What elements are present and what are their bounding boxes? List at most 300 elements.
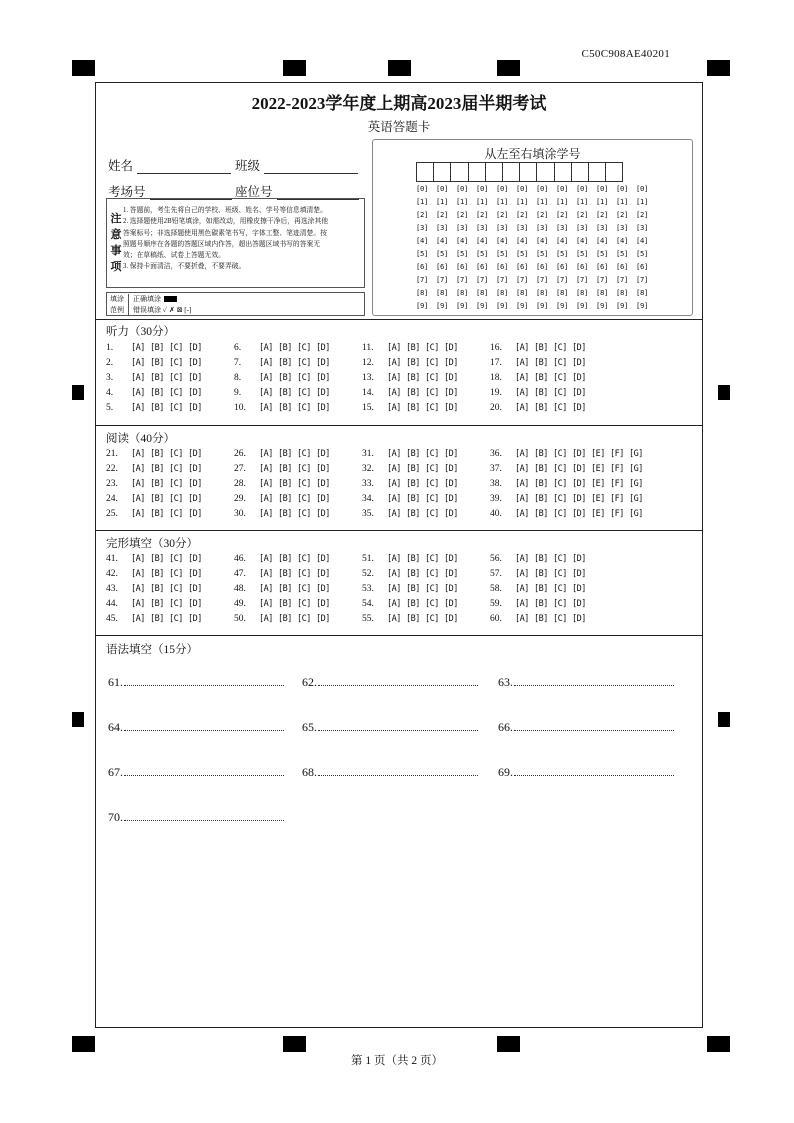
option-bubble[interactable]: [D]: [188, 403, 202, 413]
student-id-cell[interactable]: [468, 162, 486, 182]
option-bubble[interactable]: [D]: [572, 403, 586, 413]
student-id-cell[interactable]: [433, 162, 451, 182]
option-bubble[interactable]: [A]: [131, 614, 145, 624]
option-bubble[interactable]: [C]: [169, 403, 183, 413]
option-bubble[interactable]: [A]: [259, 614, 273, 624]
option-bubble[interactable]: [A]: [515, 554, 529, 564]
option-bubble[interactable]: [F]: [610, 494, 624, 504]
option-bubble[interactable]: [C]: [425, 449, 439, 459]
option-bubble[interactable]: [A]: [387, 554, 401, 564]
option-bubble[interactable]: [E]: [591, 464, 605, 474]
option-bubble[interactable]: [C]: [169, 554, 183, 564]
option-bubble[interactable]: [C]: [553, 509, 567, 519]
option-bubble[interactable]: [C]: [169, 449, 183, 459]
option-bubble[interactable]: [C]: [169, 358, 183, 368]
grammar-blank[interactable]: [302, 675, 478, 690]
digit-bubble[interactable]: [6]: [616, 262, 629, 271]
option-bubble[interactable]: [C]: [169, 599, 183, 609]
option-bubble[interactable]: [B]: [406, 554, 420, 564]
option-bubble[interactable]: [B]: [534, 494, 548, 504]
option-bubble[interactable]: [D]: [316, 569, 330, 579]
option-bubble[interactable]: [D]: [572, 569, 586, 579]
option-bubble[interactable]: [A]: [259, 449, 273, 459]
option-bubble[interactable]: [D]: [188, 449, 202, 459]
option-bubble[interactable]: [D]: [444, 343, 458, 353]
option-bubble[interactable]: [B]: [534, 569, 548, 579]
option-bubble[interactable]: [D]: [316, 584, 330, 594]
digit-bubble[interactable]: [8]: [416, 288, 429, 297]
digit-bubble[interactable]: [0]: [576, 184, 589, 193]
option-bubble[interactable]: [B]: [406, 599, 420, 609]
option-bubble[interactable]: [A]: [131, 343, 145, 353]
option-bubble[interactable]: [B]: [150, 584, 164, 594]
option-bubble[interactable]: [A]: [387, 614, 401, 624]
option-bubble[interactable]: [C]: [425, 509, 439, 519]
option-bubble[interactable]: [D]: [572, 479, 586, 489]
option-bubble[interactable]: [B]: [150, 464, 164, 474]
digit-bubble[interactable]: [0]: [416, 184, 429, 193]
option-bubble[interactable]: [D]: [444, 358, 458, 368]
option-bubble[interactable]: [C]: [169, 584, 183, 594]
option-bubble[interactable]: [C]: [425, 554, 439, 564]
digit-bubble[interactable]: [7]: [596, 275, 609, 284]
option-bubble[interactable]: [A]: [515, 614, 529, 624]
digit-bubble[interactable]: [6]: [436, 262, 449, 271]
digit-bubble[interactable]: [5]: [456, 249, 469, 258]
option-bubble[interactable]: [G]: [629, 494, 643, 504]
option-bubble[interactable]: [D]: [316, 599, 330, 609]
option-bubble[interactable]: [C]: [297, 449, 311, 459]
digit-bubble[interactable]: [3]: [456, 223, 469, 232]
option-bubble[interactable]: [B]: [534, 388, 548, 398]
digit-bubble[interactable]: [8]: [636, 288, 649, 297]
option-bubble[interactable]: [A]: [131, 494, 145, 504]
option-bubble[interactable]: [B]: [150, 614, 164, 624]
option-bubble[interactable]: [D]: [188, 479, 202, 489]
digit-bubble[interactable]: [5]: [476, 249, 489, 258]
option-bubble[interactable]: [C]: [425, 388, 439, 398]
option-bubble[interactable]: [D]: [188, 373, 202, 383]
option-bubble[interactable]: [B]: [278, 614, 292, 624]
option-bubble[interactable]: [B]: [278, 388, 292, 398]
option-bubble[interactable]: [C]: [297, 373, 311, 383]
digit-bubble[interactable]: [5]: [536, 249, 549, 258]
option-bubble[interactable]: [B]: [406, 614, 420, 624]
digit-bubble[interactable]: [5]: [556, 249, 569, 258]
option-bubble[interactable]: [A]: [131, 464, 145, 474]
option-bubble[interactable]: [C]: [553, 388, 567, 398]
option-bubble[interactable]: [D]: [444, 494, 458, 504]
option-bubble[interactable]: [A]: [515, 388, 529, 398]
option-bubble[interactable]: [D]: [572, 449, 586, 459]
student-id-cell[interactable]: [485, 162, 503, 182]
option-bubble[interactable]: [A]: [259, 358, 273, 368]
option-bubble[interactable]: [C]: [425, 569, 439, 579]
option-bubble[interactable]: [A]: [131, 509, 145, 519]
option-bubble[interactable]: [F]: [610, 509, 624, 519]
digit-bubble[interactable]: [6]: [636, 262, 649, 271]
grammar-blank[interactable]: [498, 765, 674, 780]
option-bubble[interactable]: [B]: [278, 403, 292, 413]
digit-bubble[interactable]: [1]: [556, 197, 569, 206]
option-bubble[interactable]: [B]: [150, 388, 164, 398]
option-bubble[interactable]: [C]: [553, 358, 567, 368]
digit-bubble[interactable]: [6]: [456, 262, 469, 271]
option-bubble[interactable]: [B]: [278, 509, 292, 519]
digit-bubble[interactable]: [9]: [456, 301, 469, 310]
option-bubble[interactable]: [C]: [553, 403, 567, 413]
digit-bubble[interactable]: [7]: [436, 275, 449, 284]
option-bubble[interactable]: [D]: [444, 599, 458, 609]
option-bubble[interactable]: [B]: [406, 464, 420, 474]
option-bubble[interactable]: [D]: [444, 614, 458, 624]
option-bubble[interactable]: [C]: [169, 509, 183, 519]
option-bubble[interactable]: [D]: [316, 554, 330, 564]
digit-bubble[interactable]: [6]: [536, 262, 549, 271]
digit-bubble[interactable]: [8]: [496, 288, 509, 297]
option-bubble[interactable]: [A]: [131, 599, 145, 609]
option-bubble[interactable]: [A]: [387, 403, 401, 413]
digit-bubble[interactable]: [5]: [496, 249, 509, 258]
option-bubble[interactable]: [C]: [297, 343, 311, 353]
digit-bubble[interactable]: [8]: [516, 288, 529, 297]
option-bubble[interactable]: [C]: [553, 449, 567, 459]
option-bubble[interactable]: [A]: [387, 343, 401, 353]
option-bubble[interactable]: [A]: [131, 449, 145, 459]
option-bubble[interactable]: [B]: [150, 373, 164, 383]
option-bubble[interactable]: [D]: [316, 388, 330, 398]
option-bubble[interactable]: [A]: [259, 388, 273, 398]
option-bubble[interactable]: [B]: [406, 343, 420, 353]
option-bubble[interactable]: [D]: [316, 479, 330, 489]
digit-bubble[interactable]: [1]: [616, 197, 629, 206]
option-bubble[interactable]: [B]: [406, 388, 420, 398]
digit-bubble[interactable]: [1]: [476, 197, 489, 206]
option-bubble[interactable]: [B]: [534, 343, 548, 353]
grammar-blank[interactable]: [498, 675, 674, 690]
option-bubble[interactable]: [C]: [297, 509, 311, 519]
option-bubble[interactable]: [C]: [425, 343, 439, 353]
option-bubble[interactable]: [B]: [278, 479, 292, 489]
option-bubble[interactable]: [D]: [444, 584, 458, 594]
digit-bubble[interactable]: [2]: [536, 210, 549, 219]
option-bubble[interactable]: [B]: [150, 509, 164, 519]
digit-bubble[interactable]: [4]: [516, 236, 529, 245]
digit-bubble[interactable]: [3]: [436, 223, 449, 232]
digit-bubble[interactable]: [9]: [596, 301, 609, 310]
digit-bubble[interactable]: [2]: [416, 210, 429, 219]
option-bubble[interactable]: [A]: [387, 479, 401, 489]
digit-bubble[interactable]: [1]: [636, 197, 649, 206]
option-bubble[interactable]: [B]: [534, 358, 548, 368]
option-bubble[interactable]: [B]: [278, 343, 292, 353]
option-bubble[interactable]: [A]: [387, 494, 401, 504]
digit-bubble[interactable]: [8]: [616, 288, 629, 297]
option-bubble[interactable]: [F]: [610, 449, 624, 459]
option-bubble[interactable]: [A]: [131, 479, 145, 489]
digit-bubble[interactable]: [3]: [416, 223, 429, 232]
digit-bubble[interactable]: [0]: [636, 184, 649, 193]
digit-bubble[interactable]: [1]: [536, 197, 549, 206]
option-bubble[interactable]: [D]: [444, 509, 458, 519]
digit-bubble[interactable]: [2]: [616, 210, 629, 219]
option-bubble[interactable]: [A]: [259, 584, 273, 594]
option-bubble[interactable]: [D]: [444, 403, 458, 413]
option-bubble[interactable]: [B]: [406, 358, 420, 368]
digit-bubble[interactable]: [1]: [576, 197, 589, 206]
option-bubble[interactable]: [E]: [591, 479, 605, 489]
option-bubble[interactable]: [B]: [150, 343, 164, 353]
option-bubble[interactable]: [C]: [297, 494, 311, 504]
option-bubble[interactable]: [A]: [259, 494, 273, 504]
student-id-cell[interactable]: [536, 162, 554, 182]
digit-bubble[interactable]: [3]: [536, 223, 549, 232]
option-bubble[interactable]: [A]: [387, 449, 401, 459]
student-id-cell[interactable]: [502, 162, 520, 182]
digit-bubble[interactable]: [4]: [576, 236, 589, 245]
digit-bubble[interactable]: [4]: [436, 236, 449, 245]
option-bubble[interactable]: [A]: [131, 403, 145, 413]
option-bubble[interactable]: [C]: [169, 479, 183, 489]
option-bubble[interactable]: [A]: [387, 373, 401, 383]
option-bubble[interactable]: [D]: [572, 388, 586, 398]
grammar-blank[interactable]: [108, 765, 284, 780]
option-bubble[interactable]: [B]: [406, 494, 420, 504]
option-bubble[interactable]: [B]: [150, 479, 164, 489]
digit-bubble[interactable]: [0]: [496, 184, 509, 193]
option-bubble[interactable]: [D]: [572, 509, 586, 519]
option-bubble[interactable]: [A]: [387, 584, 401, 594]
student-id-cell[interactable]: [571, 162, 589, 182]
option-bubble[interactable]: [E]: [591, 449, 605, 459]
option-bubble[interactable]: [A]: [515, 403, 529, 413]
student-id-cell[interactable]: [450, 162, 468, 182]
option-bubble[interactable]: [F]: [610, 479, 624, 489]
option-bubble[interactable]: [A]: [387, 509, 401, 519]
option-bubble[interactable]: [D]: [188, 464, 202, 474]
option-bubble[interactable]: [A]: [259, 343, 273, 353]
digit-bubble[interactable]: [2]: [516, 210, 529, 219]
digit-bubble[interactable]: [1]: [436, 197, 449, 206]
option-bubble[interactable]: [C]: [297, 479, 311, 489]
option-bubble[interactable]: [B]: [406, 403, 420, 413]
option-bubble[interactable]: [B]: [534, 373, 548, 383]
digit-bubble[interactable]: [7]: [496, 275, 509, 284]
option-bubble[interactable]: [B]: [534, 614, 548, 624]
digit-bubble[interactable]: [6]: [416, 262, 429, 271]
digit-bubble[interactable]: [6]: [596, 262, 609, 271]
option-bubble[interactable]: [D]: [188, 554, 202, 564]
option-bubble[interactable]: [D]: [188, 494, 202, 504]
option-bubble[interactable]: [B]: [278, 584, 292, 594]
digit-bubble[interactable]: [5]: [576, 249, 589, 258]
option-bubble[interactable]: [B]: [278, 449, 292, 459]
option-bubble[interactable]: [B]: [534, 479, 548, 489]
digit-bubble[interactable]: [8]: [436, 288, 449, 297]
digit-bubble[interactable]: [1]: [516, 197, 529, 206]
option-bubble[interactable]: [B]: [406, 584, 420, 594]
option-bubble[interactable]: [C]: [297, 614, 311, 624]
option-bubble[interactable]: [A]: [515, 343, 529, 353]
student-id-cell[interactable]: [605, 162, 623, 182]
option-bubble[interactable]: [B]: [406, 373, 420, 383]
option-bubble[interactable]: [D]: [316, 614, 330, 624]
digit-bubble[interactable]: [9]: [436, 301, 449, 310]
digit-bubble[interactable]: [4]: [536, 236, 549, 245]
option-bubble[interactable]: [A]: [515, 584, 529, 594]
option-bubble[interactable]: [A]: [259, 554, 273, 564]
digit-bubble[interactable]: [7]: [476, 275, 489, 284]
option-bubble[interactable]: [A]: [131, 554, 145, 564]
class-field[interactable]: [235, 156, 358, 174]
grammar-blank[interactable]: [302, 720, 478, 735]
option-bubble[interactable]: [B]: [406, 509, 420, 519]
option-bubble[interactable]: [A]: [131, 358, 145, 368]
option-bubble[interactable]: [A]: [515, 373, 529, 383]
option-bubble[interactable]: [B]: [534, 584, 548, 594]
digit-bubble[interactable]: [7]: [416, 275, 429, 284]
option-bubble[interactable]: [D]: [444, 554, 458, 564]
option-bubble[interactable]: [D]: [188, 343, 202, 353]
option-bubble[interactable]: [D]: [316, 449, 330, 459]
digit-bubble[interactable]: [8]: [576, 288, 589, 297]
option-bubble[interactable]: [A]: [515, 599, 529, 609]
digit-bubble[interactable]: [2]: [596, 210, 609, 219]
option-bubble[interactable]: [D]: [444, 479, 458, 489]
option-bubble[interactable]: [C]: [425, 599, 439, 609]
option-bubble[interactable]: [C]: [425, 614, 439, 624]
option-bubble[interactable]: [D]: [572, 373, 586, 383]
option-bubble[interactable]: [C]: [169, 373, 183, 383]
digit-bubble[interactable]: [1]: [496, 197, 509, 206]
digit-bubble[interactable]: [8]: [596, 288, 609, 297]
option-bubble[interactable]: [C]: [297, 599, 311, 609]
option-bubble[interactable]: [B]: [534, 403, 548, 413]
option-bubble[interactable]: [E]: [591, 494, 605, 504]
student-id-cell[interactable]: [588, 162, 606, 182]
digit-bubble[interactable]: [4]: [556, 236, 569, 245]
digit-bubble[interactable]: [4]: [476, 236, 489, 245]
digit-bubble[interactable]: [2]: [476, 210, 489, 219]
option-bubble[interactable]: [C]: [553, 343, 567, 353]
option-bubble[interactable]: [D]: [444, 569, 458, 579]
digit-bubble[interactable]: [1]: [416, 197, 429, 206]
grammar-blank[interactable]: [108, 675, 284, 690]
option-bubble[interactable]: [F]: [610, 464, 624, 474]
option-bubble[interactable]: [A]: [515, 509, 529, 519]
digit-bubble[interactable]: [0]: [616, 184, 629, 193]
option-bubble[interactable]: [D]: [572, 343, 586, 353]
digit-bubble[interactable]: [5]: [616, 249, 629, 258]
digit-bubble[interactable]: [7]: [616, 275, 629, 284]
option-bubble[interactable]: [D]: [444, 388, 458, 398]
option-bubble[interactable]: [D]: [188, 599, 202, 609]
grammar-blank[interactable]: [108, 810, 284, 825]
option-bubble[interactable]: [D]: [316, 403, 330, 413]
digit-bubble[interactable]: [3]: [516, 223, 529, 232]
option-bubble[interactable]: [A]: [387, 464, 401, 474]
digit-bubble[interactable]: [5]: [436, 249, 449, 258]
option-bubble[interactable]: [A]: [387, 388, 401, 398]
option-bubble[interactable]: [C]: [169, 388, 183, 398]
digit-bubble[interactable]: [9]: [476, 301, 489, 310]
option-bubble[interactable]: [A]: [387, 569, 401, 579]
option-bubble[interactable]: [C]: [553, 373, 567, 383]
option-bubble[interactable]: [D]: [444, 373, 458, 383]
option-bubble[interactable]: [C]: [425, 403, 439, 413]
option-bubble[interactable]: [B]: [278, 358, 292, 368]
grammar-blank[interactable]: [108, 720, 284, 735]
option-bubble[interactable]: [A]: [259, 569, 273, 579]
option-bubble[interactable]: [B]: [406, 479, 420, 489]
digit-bubble[interactable]: [9]: [536, 301, 549, 310]
digit-bubble[interactable]: [2]: [436, 210, 449, 219]
digit-bubble[interactable]: [3]: [596, 223, 609, 232]
digit-bubble[interactable]: [9]: [636, 301, 649, 310]
digit-bubble[interactable]: [9]: [516, 301, 529, 310]
digit-bubble[interactable]: [7]: [516, 275, 529, 284]
option-bubble[interactable]: [C]: [553, 599, 567, 609]
option-bubble[interactable]: [D]: [572, 584, 586, 594]
option-bubble[interactable]: [G]: [629, 509, 643, 519]
option-bubble[interactable]: [B]: [534, 599, 548, 609]
option-bubble[interactable]: [B]: [278, 554, 292, 564]
option-bubble[interactable]: [D]: [572, 599, 586, 609]
option-bubble[interactable]: [D]: [572, 614, 586, 624]
option-bubble[interactable]: [B]: [534, 509, 548, 519]
option-bubble[interactable]: [C]: [169, 614, 183, 624]
option-bubble[interactable]: [D]: [188, 388, 202, 398]
option-bubble[interactable]: [A]: [515, 494, 529, 504]
option-bubble[interactable]: [B]: [150, 403, 164, 413]
option-bubble[interactable]: [D]: [316, 358, 330, 368]
digit-bubble[interactable]: [3]: [556, 223, 569, 232]
digit-bubble[interactable]: [2]: [636, 210, 649, 219]
digit-bubble[interactable]: [7]: [536, 275, 549, 284]
option-bubble[interactable]: [A]: [259, 509, 273, 519]
digit-bubble[interactable]: [4]: [416, 236, 429, 245]
option-bubble[interactable]: [C]: [169, 343, 183, 353]
digit-bubble[interactable]: [4]: [596, 236, 609, 245]
option-bubble[interactable]: [C]: [553, 494, 567, 504]
option-bubble[interactable]: [A]: [515, 464, 529, 474]
option-bubble[interactable]: [A]: [515, 358, 529, 368]
digit-bubble[interactable]: [5]: [636, 249, 649, 258]
option-bubble[interactable]: [A]: [515, 479, 529, 489]
option-bubble[interactable]: [C]: [553, 554, 567, 564]
digit-bubble[interactable]: [4]: [616, 236, 629, 245]
option-bubble[interactable]: [C]: [297, 554, 311, 564]
option-bubble[interactable]: [C]: [425, 584, 439, 594]
option-bubble[interactable]: [C]: [297, 388, 311, 398]
digit-bubble[interactable]: [4]: [456, 236, 469, 245]
digit-bubble[interactable]: [2]: [496, 210, 509, 219]
digit-bubble[interactable]: [3]: [576, 223, 589, 232]
option-bubble[interactable]: [D]: [444, 464, 458, 474]
option-bubble[interactable]: [C]: [169, 464, 183, 474]
digit-bubble[interactable]: [9]: [616, 301, 629, 310]
option-bubble[interactable]: [D]: [572, 494, 586, 504]
option-bubble[interactable]: [C]: [553, 464, 567, 474]
digit-bubble[interactable]: [7]: [456, 275, 469, 284]
digit-bubble[interactable]: [2]: [456, 210, 469, 219]
digit-bubble[interactable]: [2]: [556, 210, 569, 219]
option-bubble[interactable]: [B]: [278, 464, 292, 474]
option-bubble[interactable]: [B]: [150, 494, 164, 504]
option-bubble[interactable]: [D]: [572, 464, 586, 474]
digit-bubble[interactable]: [6]: [576, 262, 589, 271]
digit-bubble[interactable]: [8]: [456, 288, 469, 297]
